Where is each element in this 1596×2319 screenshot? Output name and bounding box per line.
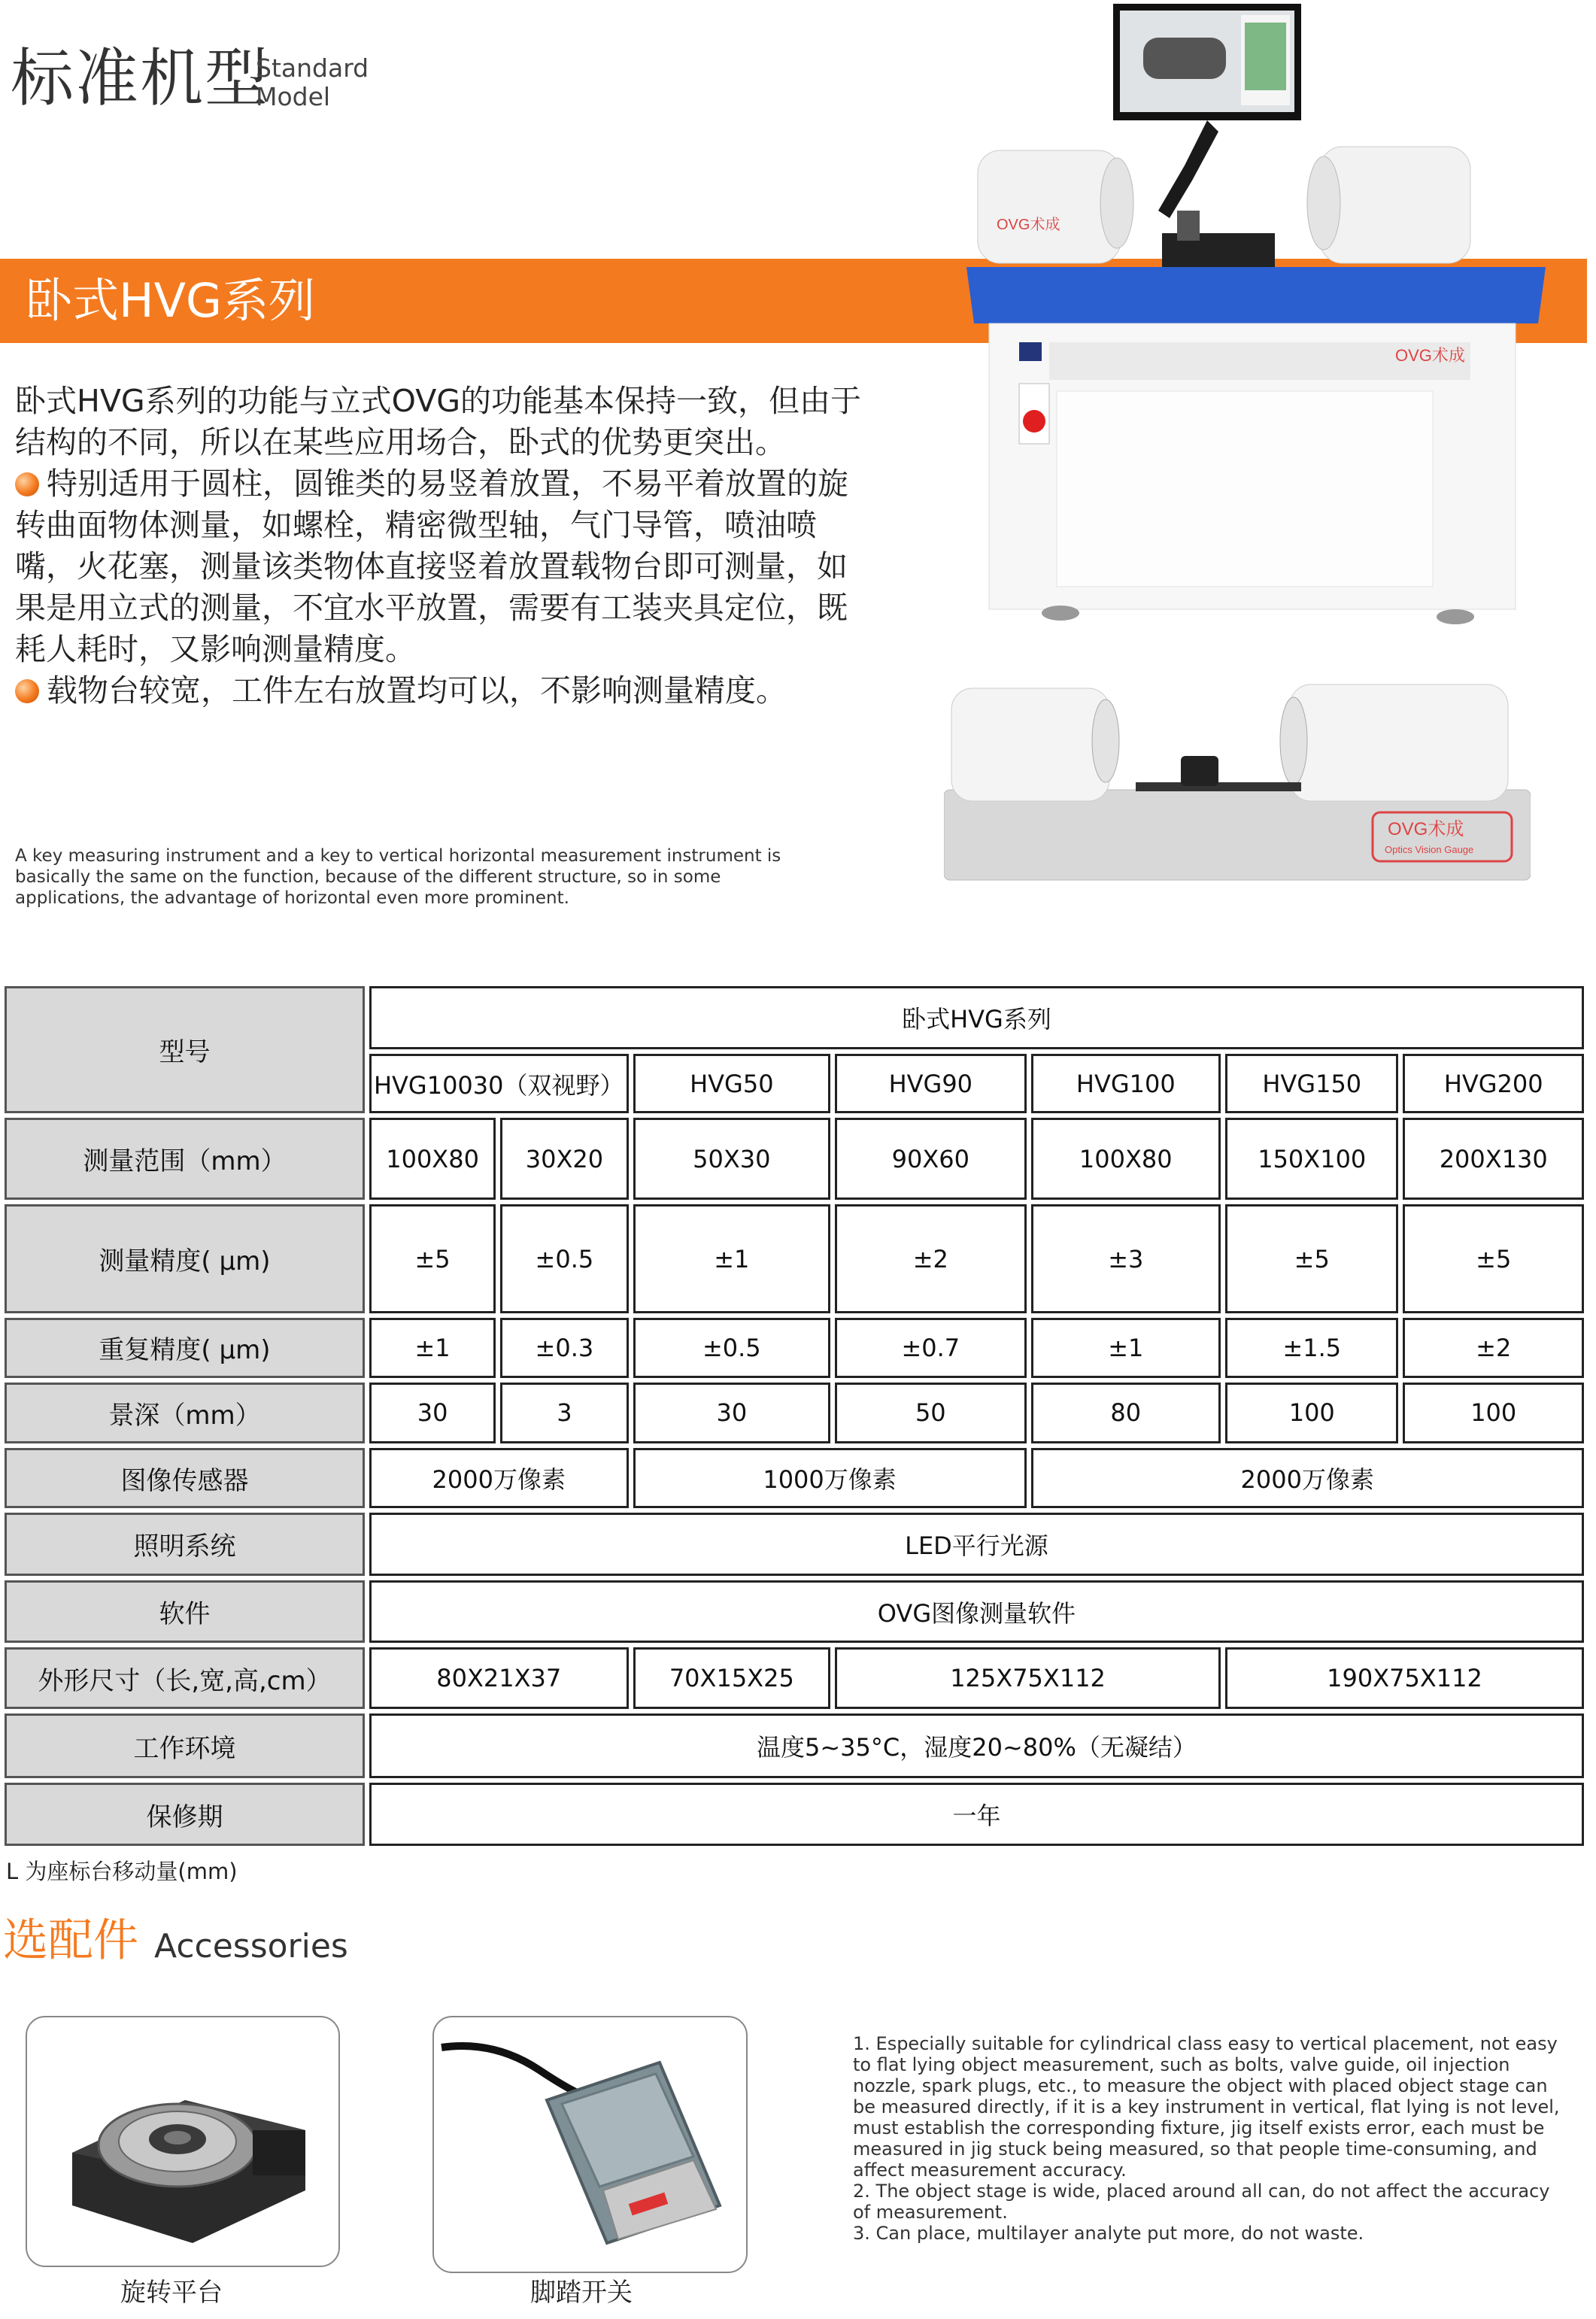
left-lens-face bbox=[1100, 158, 1133, 248]
stage-fixture bbox=[1177, 211, 1200, 241]
bullet-2-text: 载物台较宽，工件左右放置均可以，不影响测量精度。 bbox=[47, 672, 787, 709]
bullet-1-text: 特别适用于圆柱，圆锥类的易竖着放置，不易平着放置的旋转曲面物体测量，如螺栓，精密微型轴，气门导管，喷油喷嘴，火花塞，测量该类物体直接竖着放置载物台即可测量，如果是用立式的测量，不宜水平放置，需要有工装夹具定位，既耗人耗时，又影响测量精度。 bbox=[15, 466, 848, 667]
blue-table-top bbox=[966, 267, 1546, 323]
screen-part-preview bbox=[1143, 38, 1226, 79]
cabinet-opening bbox=[1057, 391, 1433, 587]
orange-bullet-icon bbox=[15, 472, 39, 496]
right-camera-housing bbox=[1320, 147, 1470, 263]
model-cell: HVG50 bbox=[633, 1054, 831, 1114]
lighting-label: 照明系统 bbox=[5, 1513, 365, 1576]
warranty-cell: 一年 bbox=[369, 1783, 1584, 1846]
repeat-cell: ±1.5 bbox=[1225, 1318, 1398, 1378]
range-cell: 50X30 bbox=[633, 1118, 831, 1200]
accuracy-label: 测量精度( μm) bbox=[5, 1204, 365, 1313]
accuracy-cell: ±2 bbox=[835, 1204, 1026, 1313]
orange-bullet-icon bbox=[15, 679, 39, 703]
sensor-cell: 1000万像素 bbox=[633, 1448, 1027, 1508]
bench-brand: OVG术成 bbox=[1388, 819, 1464, 839]
range-label: 测量范围（mm） bbox=[5, 1118, 365, 1200]
english-note-2: 2. The object stage is wide, placed around all can, do not affect the accuracy of measurement. bbox=[853, 2181, 1550, 2223]
env-label: 工作环境 bbox=[5, 1713, 365, 1778]
bench-left-lens bbox=[1092, 700, 1119, 782]
model-cell: HVG150 bbox=[1225, 1054, 1398, 1114]
horizontal-gauge-machine-image bbox=[944, 0, 1587, 639]
title-en-line1: Standard bbox=[256, 53, 369, 83]
accuracy-cell: ±5 bbox=[1403, 1204, 1584, 1313]
dof-label: 景深（mm） bbox=[5, 1383, 365, 1444]
series-title: 卧式HVG系列 bbox=[26, 273, 316, 328]
housing-brand: OVG术成 bbox=[997, 217, 1060, 233]
range-cell: 200X130 bbox=[1403, 1118, 1584, 1200]
dof-cell: 3 bbox=[500, 1383, 628, 1444]
dof-cell: 30 bbox=[633, 1383, 831, 1444]
repeat-label: 重复精度( μm) bbox=[5, 1318, 365, 1378]
software-cell: OVG图像测量软件 bbox=[369, 1580, 1584, 1644]
wheel-right bbox=[1437, 609, 1474, 624]
model-cell: HVG90 bbox=[835, 1054, 1026, 1114]
model-cell: HVG10030（双视野） bbox=[369, 1054, 629, 1114]
foot-switch-card bbox=[432, 2016, 748, 2273]
size-cell: 190X75X112 bbox=[1225, 1647, 1584, 1709]
size-cell: 125X75X112 bbox=[835, 1647, 1221, 1709]
right-lens-face bbox=[1307, 156, 1340, 250]
emergency-stop-icon bbox=[1023, 410, 1045, 433]
accuracy-cell: ±0.5 bbox=[500, 1204, 628, 1313]
spec-table-wrap bbox=[0, 982, 1588, 1850]
bench-left-housing bbox=[951, 688, 1109, 801]
bench-stage-plate bbox=[1136, 782, 1301, 791]
model-label: 型号 bbox=[5, 986, 365, 1113]
accessories-title: 选配件 bbox=[3, 1914, 138, 1967]
repeat-cell: ±0.3 bbox=[500, 1318, 628, 1378]
sensor-cell: 2000万像素 bbox=[369, 1448, 629, 1508]
bench-right-housing bbox=[1290, 684, 1508, 801]
repeat-cell: ±1 bbox=[369, 1318, 496, 1378]
accessories-title-english: Accessories bbox=[154, 1927, 348, 1965]
range-cell: 100X80 bbox=[369, 1118, 496, 1200]
bench-fixture bbox=[1181, 756, 1218, 786]
accuracy-cell: ±3 bbox=[1031, 1204, 1221, 1313]
table-footnote: L 为座标台移动量(mm) bbox=[6, 1859, 238, 1884]
description-bullet-1 bbox=[15, 463, 865, 670]
description-bullet-2 bbox=[15, 670, 865, 712]
foot-switch-label: 脚踏开关 bbox=[530, 2278, 633, 2308]
model-cell: HVG100 bbox=[1031, 1054, 1221, 1114]
accuracy-cell: ±1 bbox=[633, 1204, 831, 1313]
repeat-cell: ±0.5 bbox=[633, 1318, 831, 1378]
accessories-english-notes bbox=[853, 2033, 1560, 2244]
dof-cell: 50 bbox=[835, 1383, 1026, 1444]
repeat-cell: ±2 bbox=[1403, 1318, 1584, 1378]
left-camera-housing bbox=[978, 150, 1121, 263]
rotary-stage-icon bbox=[27, 2017, 338, 2266]
english-note-3: 3. Can place, multilayer analyte put more, do not waste. bbox=[853, 2223, 1364, 2244]
page-title: 标准机型 bbox=[11, 41, 270, 115]
spec-table bbox=[0, 982, 1588, 1850]
lighting-cell: LED平行光源 bbox=[369, 1513, 1584, 1576]
sensor-label: 图像传感器 bbox=[5, 1448, 365, 1508]
rotary-stage-label: 旋转平台 bbox=[120, 2278, 223, 2308]
sensor-cell: 2000万像素 bbox=[1031, 1448, 1584, 1508]
range-cell: 150X100 bbox=[1225, 1118, 1398, 1200]
monitor-arm bbox=[1158, 120, 1218, 218]
size-cell: 70X15X25 bbox=[633, 1647, 831, 1709]
bench-brand-sub: Optics Vision Gauge bbox=[1385, 844, 1474, 855]
dof-cell: 80 bbox=[1031, 1383, 1221, 1444]
warranty-label: 保修期 bbox=[5, 1783, 365, 1846]
range-cell: 100X80 bbox=[1031, 1118, 1221, 1200]
rotary-stage-card bbox=[26, 2016, 340, 2267]
size-cell: 80X21X37 bbox=[369, 1647, 629, 1709]
software-label: 软件 bbox=[5, 1580, 365, 1644]
model-cell: HVG200 bbox=[1403, 1054, 1584, 1114]
screen-data-panel bbox=[1245, 23, 1286, 90]
dof-cell: 100 bbox=[1225, 1383, 1398, 1444]
env-cell: 温度5~35°C，湿度20~80%（无凝结） bbox=[369, 1713, 1584, 1778]
benchtop-gauge-image bbox=[944, 677, 1531, 888]
description bbox=[15, 381, 865, 712]
size-label: 外形尺寸（长,宽,高,cm） bbox=[5, 1647, 365, 1709]
foot-switch-icon bbox=[434, 2017, 746, 2272]
accuracy-cell: ±5 bbox=[1225, 1204, 1398, 1313]
range-cell: 30X20 bbox=[500, 1118, 628, 1200]
dof-cell: 100 bbox=[1403, 1383, 1584, 1444]
bench-right-lens bbox=[1280, 697, 1307, 785]
description-english: A key measuring instrument and a key to vertical horizontal measurement instrument is basically the same on the function, because of the different structure, so in some applications, the advantage of horizontal even more prominent. bbox=[15, 846, 781, 908]
repeat-cell: ±0.7 bbox=[835, 1318, 1026, 1378]
accuracy-cell: ±5 bbox=[369, 1204, 496, 1313]
cabinet-brand: OVG术成 bbox=[1395, 346, 1465, 365]
nameplate bbox=[1019, 342, 1042, 361]
english-note-1: 1. Especially suitable for cylindrical class easy to vertical placement, not easy to flat lying object measurement, such as bolts, valve guide, oil injection nozzle, spark plugs, etc., to measure the object with placed object stage can be measured directly, if it is a key instrument in vertical, flat lying is not level, must establish the corresponding fixture, jig itself exists error, each must be measured in jig stuck being measured, so that people time-consuming, and affect measurement accuracy. bbox=[853, 2033, 1560, 2181]
description-intro: 卧式HVG系列的功能与立式OVG的功能基本保持一致，但由于结构的不同，所以在某些应用场合，卧式的优势更突出。 bbox=[15, 383, 862, 460]
series-header: 卧式HVG系列 bbox=[369, 986, 1584, 1049]
range-cell: 90X60 bbox=[835, 1118, 1026, 1200]
dof-cell: 30 bbox=[369, 1383, 496, 1444]
title-en-line2: Model bbox=[256, 81, 331, 111]
page-title-english bbox=[256, 54, 406, 111]
repeat-cell: ±1 bbox=[1031, 1318, 1221, 1378]
wheel-left bbox=[1042, 606, 1079, 621]
